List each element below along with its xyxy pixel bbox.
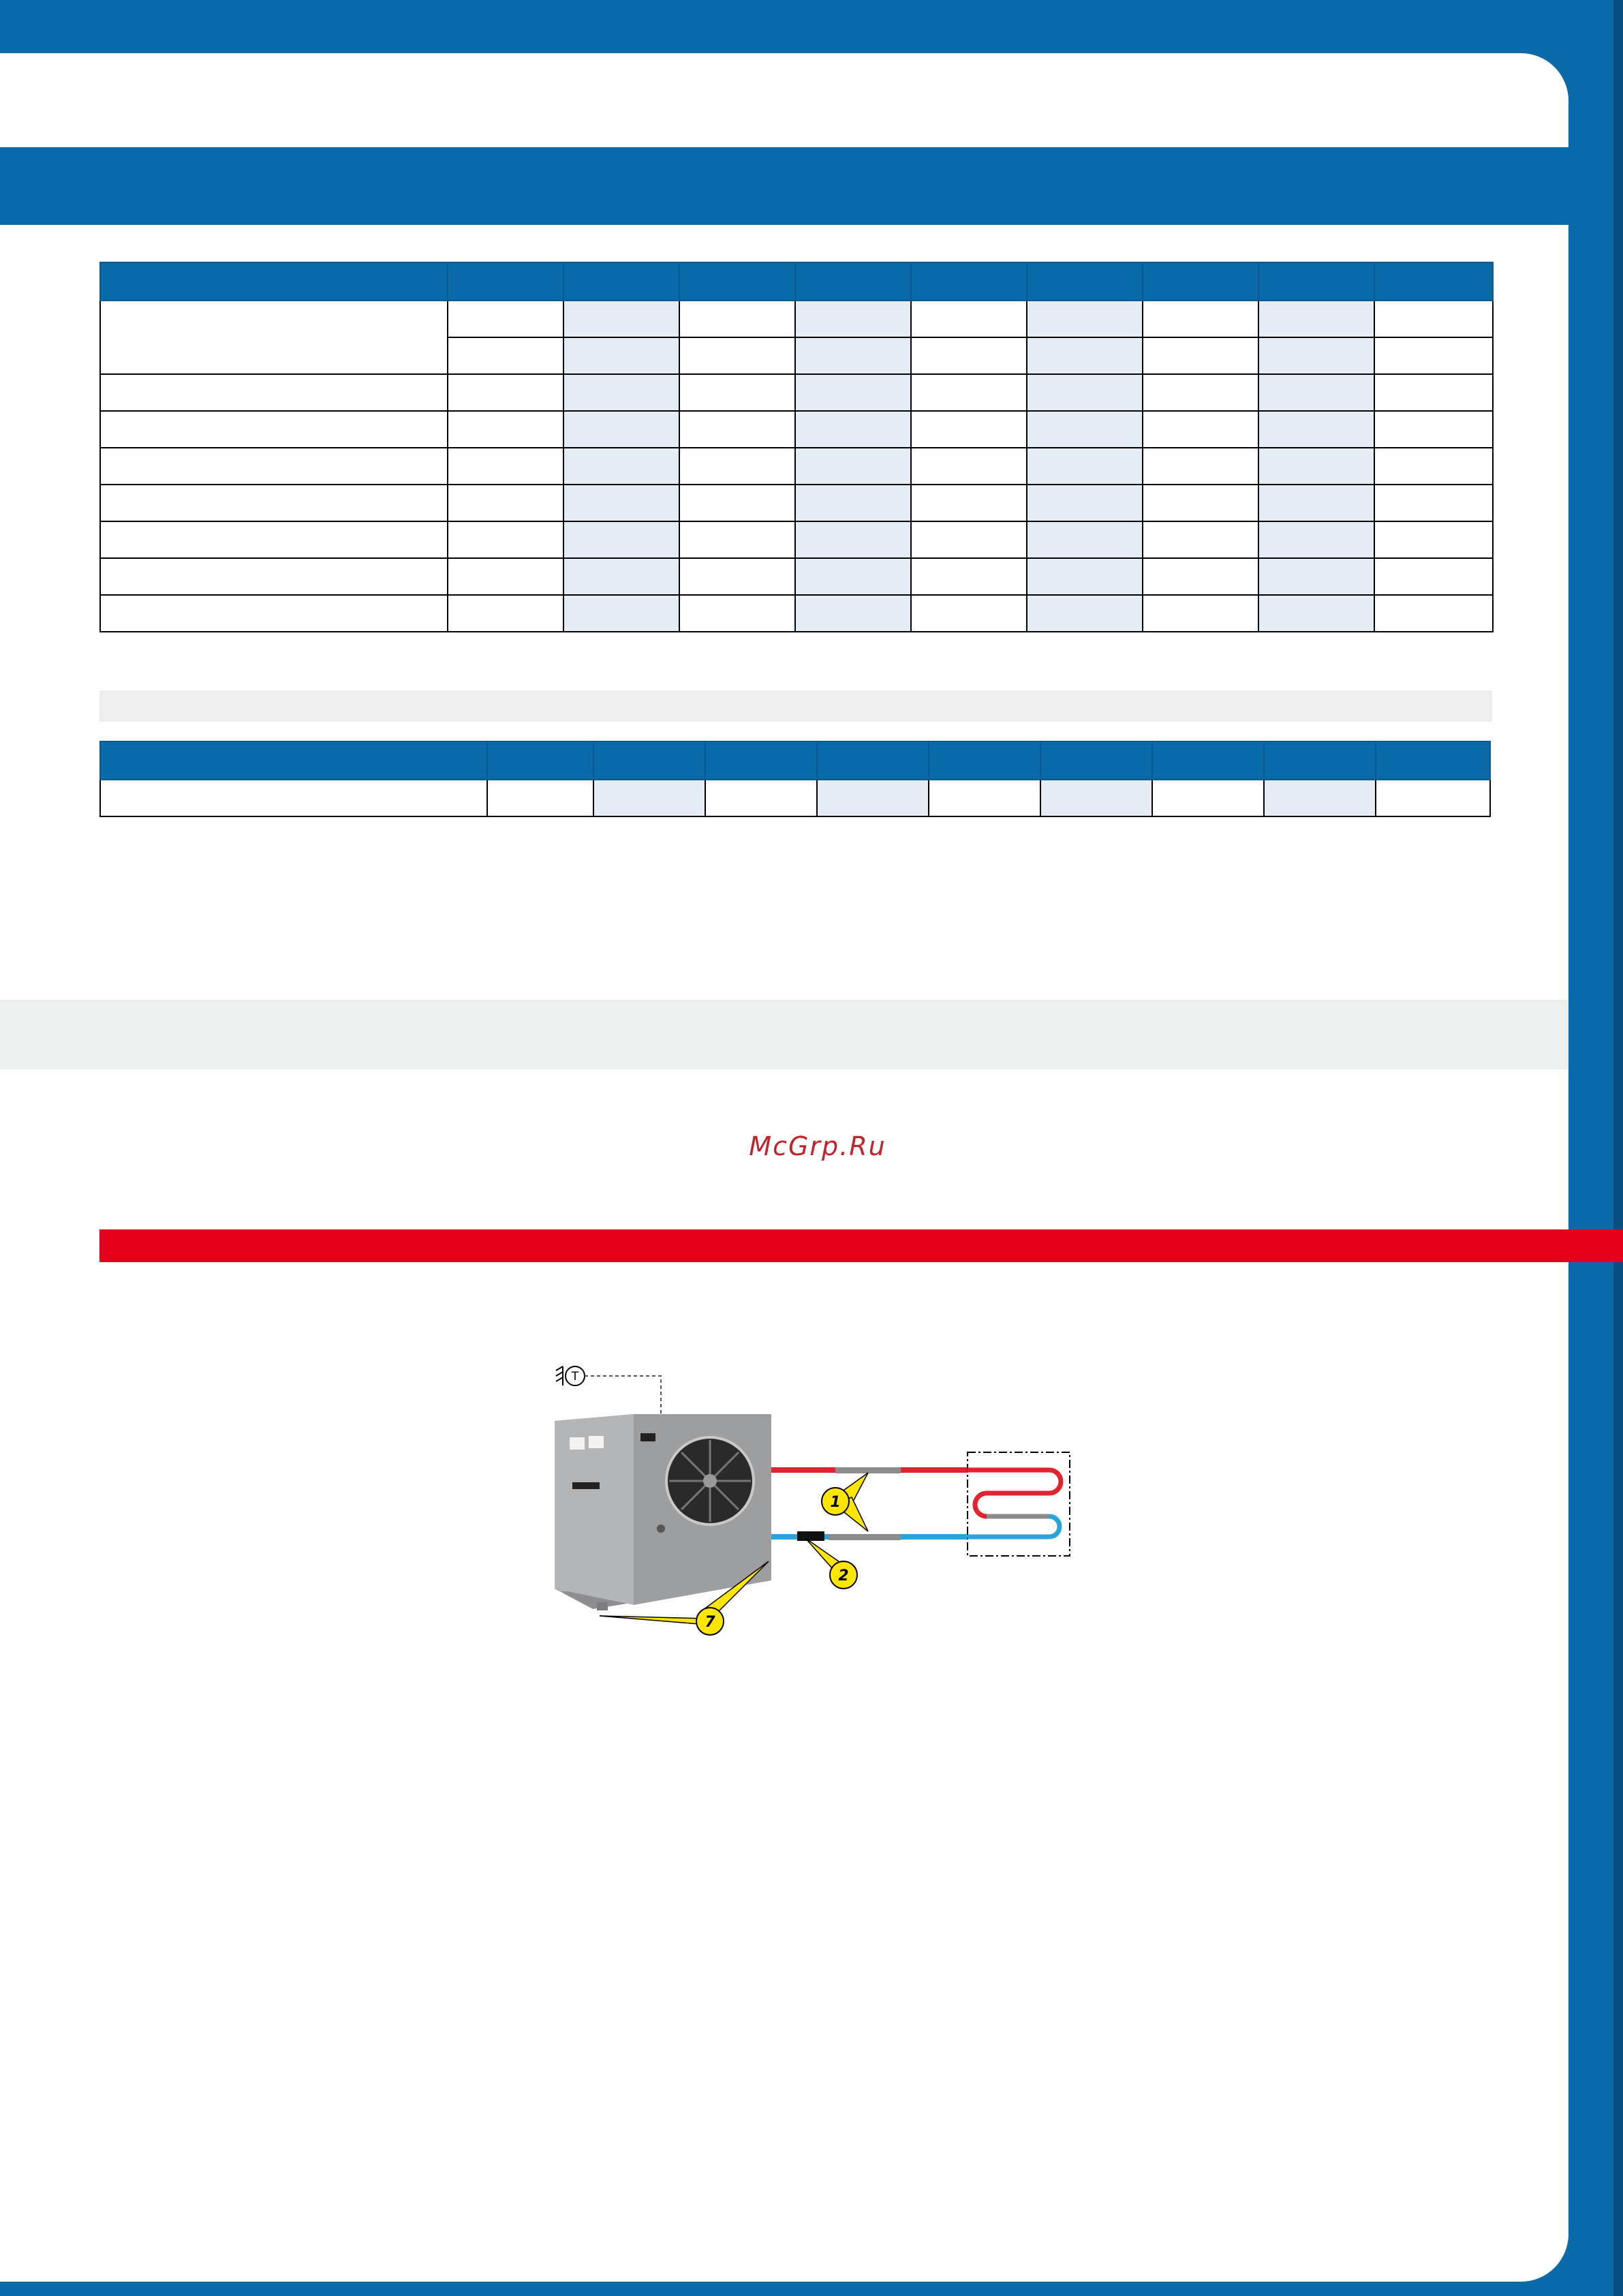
top-blue-strip [0, 0, 1623, 53]
gauge-2 [589, 1436, 604, 1448]
watermark-text: McGrp.Ru [749, 1131, 886, 1161]
callout-1 [822, 1473, 868, 1531]
section-divider-red [99, 1229, 1623, 1262]
table-row [100, 301, 1493, 337]
coil-cold [968, 1516, 1060, 1537]
filter-icon [797, 1531, 824, 1541]
table-header-row [100, 741, 1490, 780]
secondary-table [99, 741, 1491, 817]
table-row [100, 521, 1493, 558]
table-row [100, 448, 1493, 485]
flexible-joint-return [829, 1534, 901, 1540]
table-note-bar [99, 690, 1492, 722]
thermostat-cable [585, 1376, 661, 1417]
table-row [100, 485, 1493, 521]
display-slot [572, 1482, 600, 1489]
callout-7-label: 7 [705, 1614, 715, 1631]
installation-diagram [531, 1353, 1090, 1639]
section-band [0, 1000, 1568, 1069]
gauge-1 [570, 1437, 585, 1450]
specification-table [99, 262, 1494, 632]
table-header-row [100, 262, 1493, 301]
table-row [100, 595, 1493, 632]
table-row [100, 780, 1490, 816]
table-row [100, 558, 1493, 595]
header-band [0, 147, 1568, 225]
table-row [100, 374, 1493, 411]
row-label-cell [100, 301, 448, 374]
thermostat-icon [556, 1366, 585, 1386]
right-blue-strip [1568, 0, 1623, 2296]
callout-2-label: 2 [838, 1567, 849, 1585]
heat-pump-unit [555, 1414, 771, 1610]
flexible-joint-flow [835, 1467, 901, 1473]
right-strip-shadow [1613, 0, 1623, 2296]
callout-1-label: 1 [830, 1494, 841, 1511]
table-row [100, 411, 1493, 448]
callout-2 [805, 1538, 857, 1589]
thermostat-label: T [571, 1370, 579, 1383]
coil-hot [968, 1470, 1061, 1516]
